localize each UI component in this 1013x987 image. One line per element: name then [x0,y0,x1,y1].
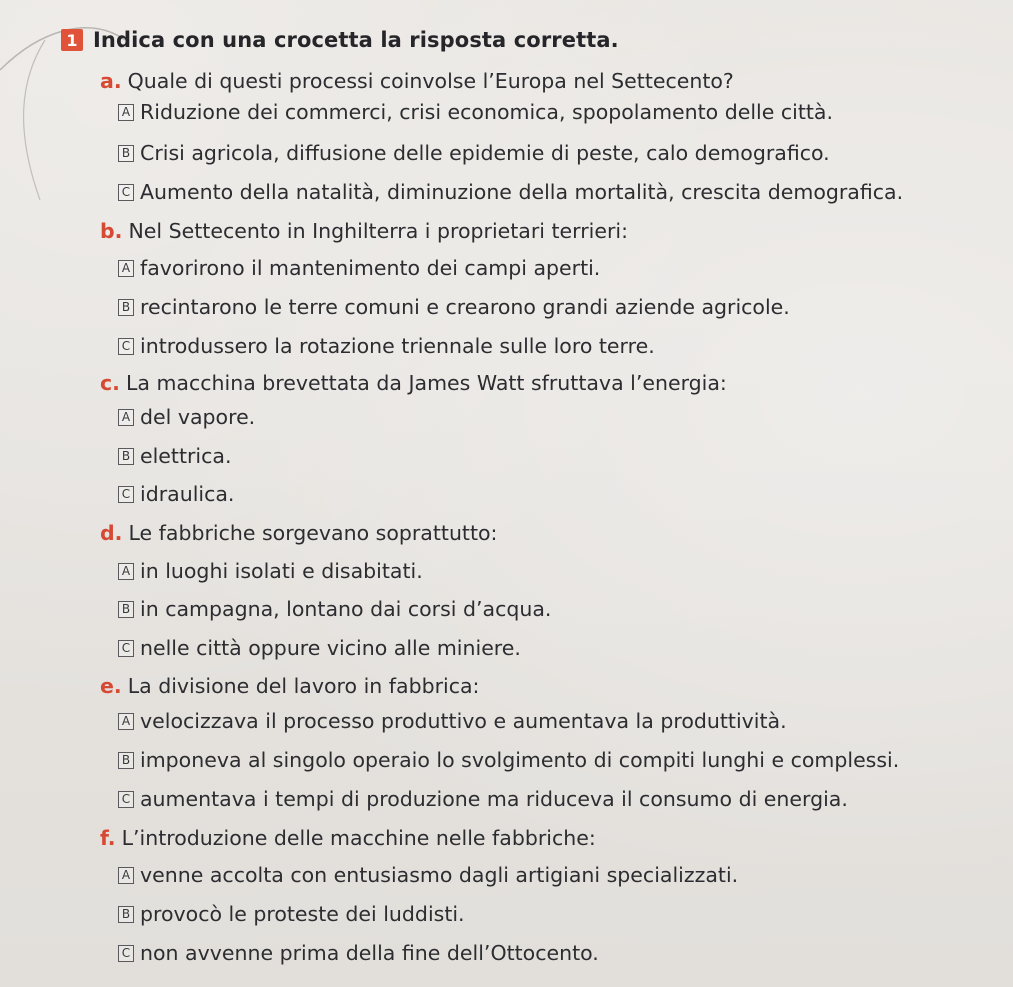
question-letter: b. [100,219,123,243]
checkbox-B[interactable]: B [118,299,134,316]
question-a [100,69,734,93]
question-b [100,219,628,243]
checkbox-C[interactable]: C [118,640,134,657]
question-letter: c. [100,371,120,395]
option-text: elettrica. [140,444,232,468]
question-e [100,674,479,698]
checkbox-A[interactable]: A [118,867,134,884]
option-f-A[interactable] [118,863,738,887]
checkbox-A[interactable]: A [118,563,134,580]
question-f [100,826,596,850]
question-letter: a. [100,69,122,93]
option-text: nelle città oppure vicino alle miniere. [140,636,521,660]
option-text: provocò le proteste dei luddisti. [140,902,465,926]
checkbox-A[interactable]: A [118,713,134,730]
checkbox-A[interactable]: A [118,409,134,426]
option-text: Crisi agricola, diffusione delle epidemie di peste, calo demografico. [140,141,830,165]
question-text: Quale di questi processi coinvolse l’Europa nel Settecento? [127,69,734,93]
option-c-C[interactable] [118,482,234,506]
question-text: La macchina brevettata da James Watt sfruttava l’energia: [125,371,727,395]
option-c-B[interactable] [118,444,231,468]
option-text: non avvenne prima della fine dell’Ottocento. [140,941,599,965]
exercise-instruction: Indica con una crocetta la risposta corretta. [93,28,619,52]
option-e-C[interactable] [118,787,848,811]
option-c-A[interactable] [118,405,255,429]
checkbox-C[interactable]: C [118,486,134,503]
option-e-A[interactable] [118,709,787,733]
checkbox-C[interactable]: C [118,945,134,962]
question-letter: e. [100,674,122,698]
question-text: L’introduzione delle macchine nelle fabbriche: [121,826,596,850]
option-text: venne accolta con entusiasmo dagli artigiani specializzati. [140,863,739,887]
option-d-A[interactable] [118,559,423,583]
checkbox-B[interactable]: B [118,906,134,923]
checkbox-B[interactable]: B [118,145,134,162]
option-b-A[interactable] [118,256,600,280]
option-f-B[interactable] [118,902,465,926]
question-text: Le fabbriche sorgevano soprattutto: [128,521,498,545]
option-text: recintarono le terre comuni e crearono grandi aziende agricole. [140,295,790,319]
checkbox-B[interactable]: B [118,448,134,465]
question-c [100,371,727,395]
option-d-C[interactable] [118,636,521,660]
option-b-C[interactable] [118,334,655,358]
option-a-C[interactable] [118,180,903,204]
option-text: del vapore. [140,405,256,429]
question-text: Nel Settecento in Inghilterra i proprietari terrieri: [128,219,628,243]
checkbox-C[interactable]: C [118,184,134,201]
checkbox-A[interactable]: A [118,260,134,277]
option-text: favorirono il mantenimento dei campi aperti. [140,256,601,280]
option-f-C[interactable] [118,941,599,965]
option-text: Aumento della natalità, diminuzione della mortalità, crescita demografica. [140,180,904,204]
question-text: La divisione del lavoro in fabbrica: [127,674,480,698]
option-a-A[interactable] [118,100,833,124]
option-a-B[interactable] [118,141,830,165]
option-text: Riduzione dei commerci, crisi economica, spopolamento delle città. [140,100,834,124]
option-text: introdussero la rotazione triennale sulle loro terre. [140,334,655,358]
checkbox-C[interactable]: C [118,338,134,355]
option-b-B[interactable] [118,295,790,319]
question-letter: d. [100,521,123,545]
option-text: idraulica. [140,482,235,506]
option-e-B[interactable] [118,748,899,772]
question-d [100,521,497,545]
option-text: aumentava i tempi di produzione ma riduceva il consumo di energia. [140,787,848,811]
question-letter: f. [100,826,116,850]
option-text: in luoghi isolati e disabitati. [140,559,423,583]
checkbox-B[interactable]: B [118,752,134,769]
option-text: velocizzava il processo produttivo e aumentava la produttività. [140,709,787,733]
exercise-number-badge: 1 [61,29,83,51]
checkbox-C[interactable]: C [118,791,134,808]
exercise-header [61,28,619,52]
checkbox-A[interactable]: A [118,104,134,121]
option-text: imponeva al singolo operaio lo svolgimento di compiti lunghi e complessi. [140,748,900,772]
checkbox-B[interactable]: B [118,601,134,618]
option-d-B[interactable] [118,597,551,621]
option-text: in campagna, lontano dai corsi d’acqua. [140,597,552,621]
